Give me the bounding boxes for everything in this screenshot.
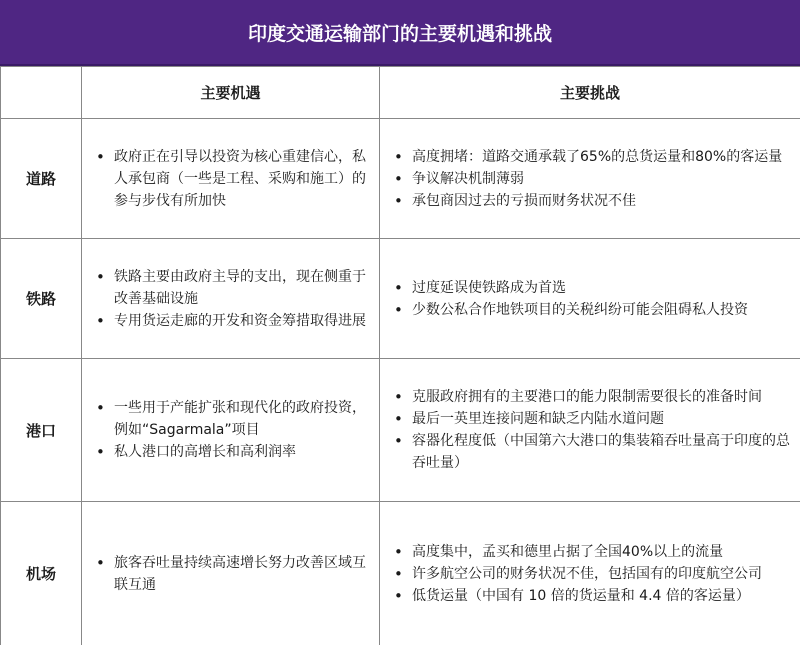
opportunities-cell-road — [82, 119, 380, 239]
challenges-cell-port — [380, 359, 800, 502]
list-item: • 政府正在引导以投资为核心重建信心，私人承包商（一些是工程、采购和施工）的参与步伐有所加快 — [96, 146, 371, 212]
list-item: • 克服政府拥有的主要港口的能力限制需要很长的准备时间 — [394, 386, 796, 408]
opportunities-cell-airport — [82, 502, 380, 645]
header-row — [1, 67, 800, 119]
opportunities-header: 主要机遇 — [82, 67, 380, 119]
list-item: • 低货运量（中国有 10 倍的货运量和 4.4 倍的客运量） — [394, 585, 796, 607]
row-label-port: 港口 — [1, 359, 82, 502]
table-row-rail — [1, 239, 800, 359]
table-row-airport — [1, 502, 800, 645]
list-item: • 许多航空公司的财务状况不佳，包括国有的印度航空公司 — [394, 563, 796, 585]
list-item: • 争议解决机制薄弱 — [394, 168, 796, 190]
row-label-road: 道路 — [1, 119, 82, 239]
opportunities-cell-port — [82, 359, 380, 502]
challenges-cell-rail — [380, 239, 800, 359]
list-item: • 私人港口的高增长和高利润率 — [96, 441, 371, 463]
list-item: • 一些用于产能扩张和现代化的政府投资，例如“Sagarmala”项目 — [96, 397, 371, 441]
corner-cell — [1, 67, 82, 119]
row-label-rail: 铁路 — [1, 239, 82, 359]
list-item: • 旅客吞吐量持续高速增长努力改善区域互联互通 — [96, 552, 371, 596]
challenges-cell-road — [380, 119, 800, 239]
list-item: • 承包商因过去的亏损而财务状况不佳 — [394, 190, 796, 212]
row-label-airport: 机场 — [1, 502, 82, 645]
challenges-header: 主要挑战 — [380, 67, 800, 119]
table-row-road — [1, 119, 800, 239]
table-row-port — [1, 359, 800, 502]
list-item: • 高度拥堵：道路交通承载了65%的总货运量和80%的客运量 — [394, 146, 796, 168]
table-title: 印度交通运输部门的主要机遇和挑战 — [0, 0, 800, 66]
list-item: • 专用货运走廊的开发和资金筹措取得进展 — [96, 310, 371, 332]
opportunities-challenges-table — [0, 66, 800, 645]
opportunities-cell-rail — [82, 239, 380, 359]
list-item: • 少数公私合作地铁项目的关税纠纷可能会阻碍私人投资 — [394, 299, 796, 321]
list-item: • 铁路主要由政府主导的支出，现在侧重于改善基础设施 — [96, 266, 371, 310]
list-item: • 过度延误使铁路成为首选 — [394, 277, 796, 299]
list-item: • 高度集中，孟买和德里占据了全国40%以上的流量 — [394, 541, 796, 563]
list-item: • 容器化程度低（中国第六大港口的集装箱吞吐量高于印度的总吞吐量） — [394, 430, 796, 474]
list-item: • 最后一英里连接问题和缺乏内陆水道问题 — [394, 408, 796, 430]
challenges-cell-airport — [380, 502, 800, 645]
